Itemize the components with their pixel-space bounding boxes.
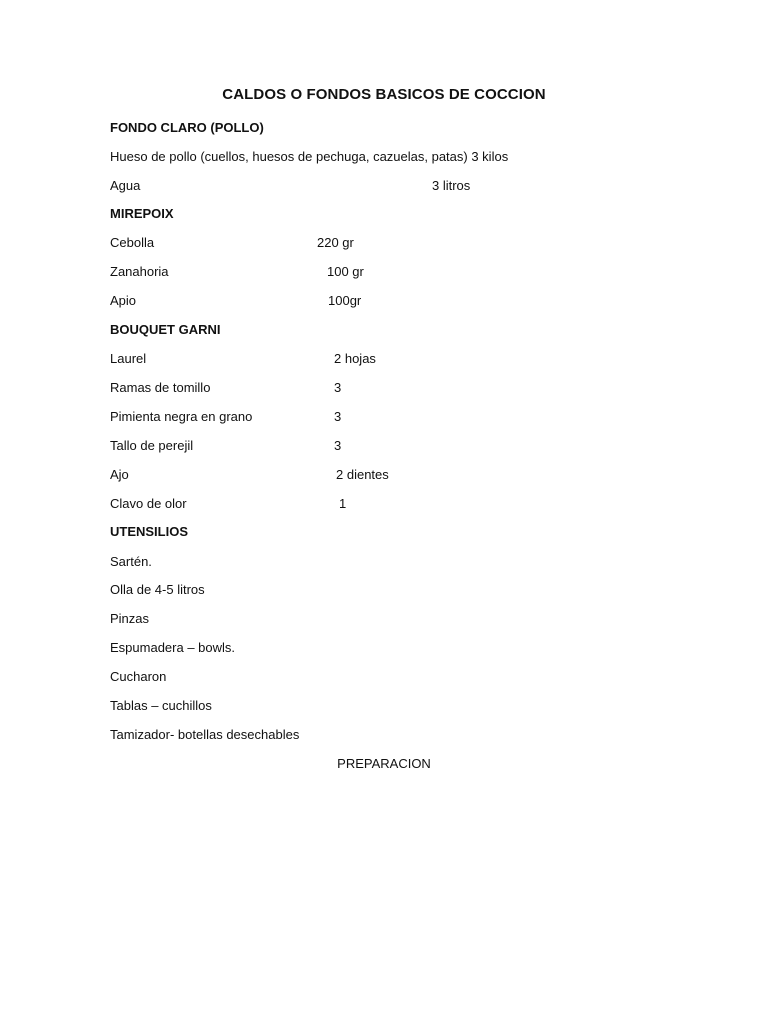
mirepoix-item-qty: 100gr bbox=[328, 293, 362, 308]
mirepoix-item-qty: 220 gr bbox=[317, 235, 354, 250]
bouquet-item-name: Laurel bbox=[110, 351, 147, 366]
bouquet-item-qty: 1 bbox=[339, 496, 347, 511]
section-utensilios: UTENSILIOS bbox=[110, 524, 189, 539]
section-preparacion: PREPARACION bbox=[337, 756, 431, 771]
ingredient-agua-name: Agua bbox=[110, 178, 141, 193]
bouquet-item-qty: 3 bbox=[334, 438, 342, 453]
utensil-item: Tamizador- botellas desechables bbox=[110, 727, 300, 742]
utensil-item: Sartén. bbox=[110, 554, 152, 569]
mirepoix-item-name: Apio bbox=[110, 293, 137, 308]
bouquet-item-name: Ramas de tomillo bbox=[110, 380, 211, 395]
bouquet-item-name: Tallo de perejil bbox=[110, 438, 194, 453]
bouquet-item-name: Pimienta negra en grano bbox=[110, 409, 253, 424]
ingredient-hueso-de-pollo: Hueso de pollo (cuellos, huesos de pechuga, cazuelas, patas) 3 kilos bbox=[110, 149, 509, 164]
document-title: CALDOS O FONDOS BASICOS DE COCCION bbox=[222, 86, 546, 103]
section-mirepoix: MIREPOIX bbox=[110, 206, 174, 221]
mirepoix-item-qty: 100 gr bbox=[327, 264, 364, 279]
section-bouquet-garni: BOUQUET GARNI bbox=[110, 322, 221, 337]
bouquet-item-qty: 3 bbox=[334, 409, 342, 424]
utensil-item: Espumadera – bowls. bbox=[110, 640, 236, 655]
mirepoix-item-name: Zanahoria bbox=[110, 264, 169, 279]
ingredient-agua-qty: 3 litros bbox=[432, 178, 471, 193]
utensil-item: Cucharon bbox=[110, 669, 167, 684]
bouquet-item-name: Clavo de olor bbox=[110, 496, 187, 511]
utensil-item: Pinzas bbox=[110, 611, 150, 626]
bouquet-item-name: Ajo bbox=[110, 467, 129, 482]
bouquet-item-qty: 2 hojas bbox=[334, 351, 376, 366]
mirepoix-item-name: Cebolla bbox=[110, 235, 155, 250]
bouquet-item-qty: 2 dientes bbox=[336, 467, 389, 482]
utensil-item: Tablas – cuchillos bbox=[110, 698, 212, 713]
section-fondo-claro: FONDO CLARO (POLLO) bbox=[110, 120, 264, 135]
bouquet-item-qty: 3 bbox=[334, 380, 342, 395]
utensil-item: Olla de 4-5 litros bbox=[110, 582, 205, 597]
